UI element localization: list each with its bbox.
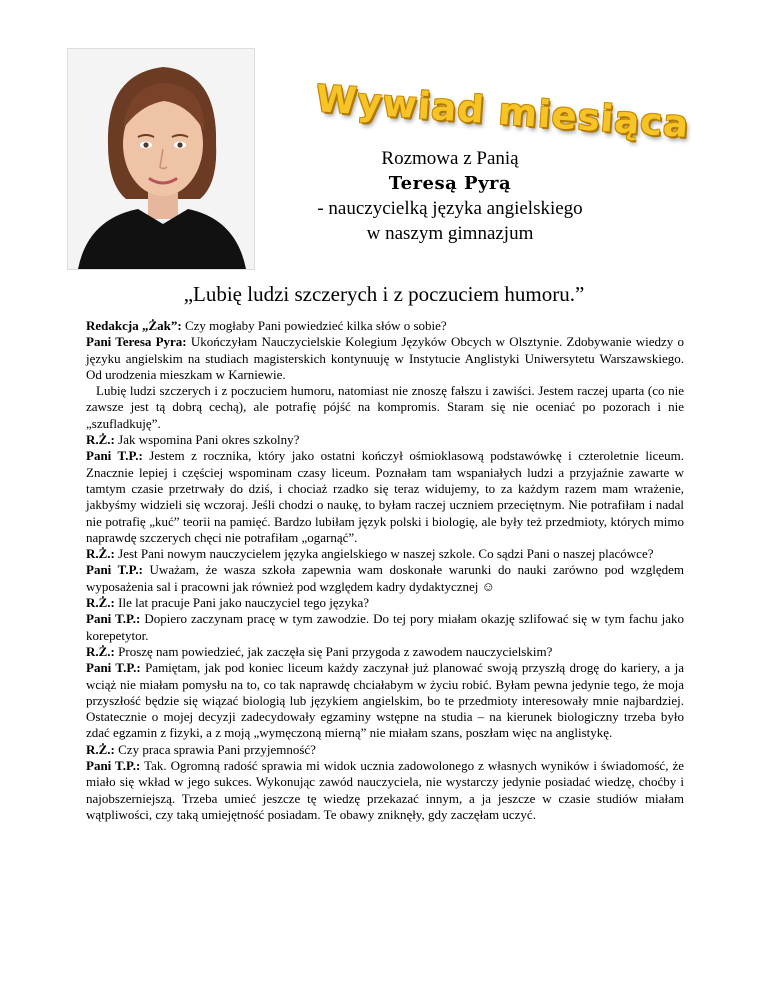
interview-body bbox=[86, 318, 684, 823]
interview-paragraph bbox=[86, 742, 684, 758]
paragraph-text: Proszę nam powiedzieć, jak zaczęła się Pani przygoda z zawodem nauczycielskim? bbox=[114, 643, 553, 659]
interview-paragraph bbox=[86, 383, 684, 432]
interview-paragraph bbox=[86, 318, 684, 334]
speaker-label: R.Ż.: bbox=[86, 741, 115, 757]
interviewee-name: Teresą Pyrą bbox=[388, 173, 512, 194]
speaker-label: Pani T.P.: bbox=[86, 660, 141, 676]
interview-paragraph bbox=[86, 432, 684, 448]
intro-line-2: - nauczycielką języka angielskiego bbox=[317, 198, 583, 219]
speaker-label: Pani T.P.: bbox=[86, 448, 143, 464]
interview-paragraph bbox=[86, 758, 684, 823]
interview-paragraph bbox=[86, 448, 684, 546]
speaker-label: R.Ż.: bbox=[86, 546, 115, 562]
speaker-label: Pani T.P.: bbox=[86, 611, 141, 627]
paragraph-text: Jak wspomina Pani okres szkolny? bbox=[114, 432, 300, 448]
interview-paragraph bbox=[86, 546, 684, 562]
paragraph-text: Uważam, że wasza szkoła zapewnia wam doskonałe warunki do nauki zarówno pod względem wyposażenia sal i pracowni jak również pod względem kadry dydaktycznej ☺ bbox=[86, 562, 684, 594]
speaker-label: Pani Teresa Pyra: bbox=[86, 334, 187, 350]
speaker-label: R.Ż.: bbox=[86, 643, 115, 659]
paragraph-text: Tak. Ogromną radość sprawia mi widok ucznia zadowolonego z własnych wyników i świadomość, że miało się wkład w jego sukces. Wykonując zawód nauczyciela, nie wystarczy jedynie posiadać wiedzę, choćby i najobszerniejszą. Trzeba umieć jeszcze tę wiedzę przekazać innym, a ja jeszcze w czasie studiów miałam wątpliwości, czy taką umiejętność posiadam. Te obawy zniknęły, gdy zaczęłam uczyć. bbox=[86, 758, 684, 822]
paragraph-text: Czy praca sprawia Pani przyjemność? bbox=[114, 741, 316, 757]
interview-paragraph bbox=[86, 644, 684, 660]
interview-paragraph bbox=[86, 611, 684, 644]
interview-intro bbox=[290, 146, 610, 246]
interview-paragraph bbox=[86, 562, 684, 595]
paragraph-text: Jestem z rocznika, który jako ostatni kończył ośmioklasową podstawówkę i czteroletnie liceum. Znacznie lepiej i częściej wspominam czasy liceum. Poznałam tam wspaniałych ludzi a przyjaźnie zawarte w tamtym czasie przetrwały do dziś, i chociaż rzadko się teraz widujemy, to za każdym razem mam wrażenie, jakbyśmy widzieli się wczoraj. Jeśli chodzi o naukę, to byłam raczej uczniem przeciętnym. Nie potrafiłam i nadal nie potrafię „kuć” teorii na pamięć. Bardzo lubiłam język polski i biologię, ale były też przedmioty, których mimo naprawdę szczerych chęci nie potrafiłam „ogarnąć”. bbox=[86, 448, 684, 545]
interview-paragraph bbox=[86, 660, 684, 741]
paragraph-text: Czy mogłaby Pani powiedzieć kilka słów o sobie? bbox=[181, 318, 447, 333]
paragraph-text: Ile lat pracuje Pani jako nauczyciel tego języka? bbox=[114, 595, 369, 611]
portrait-image bbox=[68, 49, 254, 269]
masthead bbox=[314, 77, 691, 152]
intro-line-3: w naszym gimnazjum bbox=[366, 223, 534, 244]
speaker-label: Pani T.P.: bbox=[86, 562, 143, 578]
portrait-photo bbox=[67, 48, 255, 270]
interview-paragraph bbox=[86, 595, 684, 611]
speaker-label: R.Ż.: bbox=[86, 595, 115, 611]
speaker-label: Redakcja „Żak”: bbox=[86, 318, 182, 333]
paragraph-text: Pamiętam, jak pod koniec liceum każdy zaczynał już planować swoją przyszłą drogę do kariery, a ja wciąż nie miałam pomysłu na to, co tak naprawdę chciałabym w życiu robić. Byłam pewna jedynie tego, że moja przyszłość będzie się wiązać biologią lub językiem angielskim, bo te przedmioty interesowały mnie najbardziej. Ostatecznie o mojej decyzji zadecydowały egzaminy wstępne na studia – na kierunek biologiczny trzeba było zdać egzamin z fizyki, a z moją „wymęczoną mierną” nie miałam szans, poszłam więc na anglistykę. bbox=[86, 660, 684, 741]
masthead-title: Wywiad miesiąca bbox=[314, 77, 691, 147]
speaker-label: R.Ż.: bbox=[86, 432, 115, 448]
paragraph-text: Dopiero zaczynam pracę w tym zawodzie. Do tej pory miałam okazję szlifować się w tym fachu jako korepetytor. bbox=[86, 611, 684, 643]
paragraph-text: Lubię ludzi szczerych i z poczuciem humoru, natomiast nie znoszę fałszu i zawiści. Jestem raczej uparta (co nie zawsze jest tą dobrą cechą), ale potrafię pójść na kompromis. Staram się nie oceniać po pozorach i nie „szufladkuję”. bbox=[86, 383, 684, 431]
paragraph-text: Jest Pani nowym nauczycielem języka angielskiego w naszej szkole. Co sądzi Pani o naszej placówce? bbox=[114, 546, 654, 562]
interview-motto: „Lubię ludzi szczerych i z poczuciem humoru.” bbox=[183, 282, 585, 306]
intro-line-1: Rozmowa z Panią bbox=[381, 148, 519, 169]
paragraph-text: Ukończyłam Nauczycielskie Kolegium Języków Obcych w Olsztynie. Zdobywanie wiedzy o języku angielskim na studiach magisterskich kontynuuję w Instytucie Anglistyki Uniwersytetu Warszawskiego. Od urodzenia mieszkam w Karniewie. bbox=[86, 334, 685, 382]
interview-paragraph bbox=[86, 334, 684, 383]
speaker-label: Pani T.P.: bbox=[86, 758, 141, 774]
